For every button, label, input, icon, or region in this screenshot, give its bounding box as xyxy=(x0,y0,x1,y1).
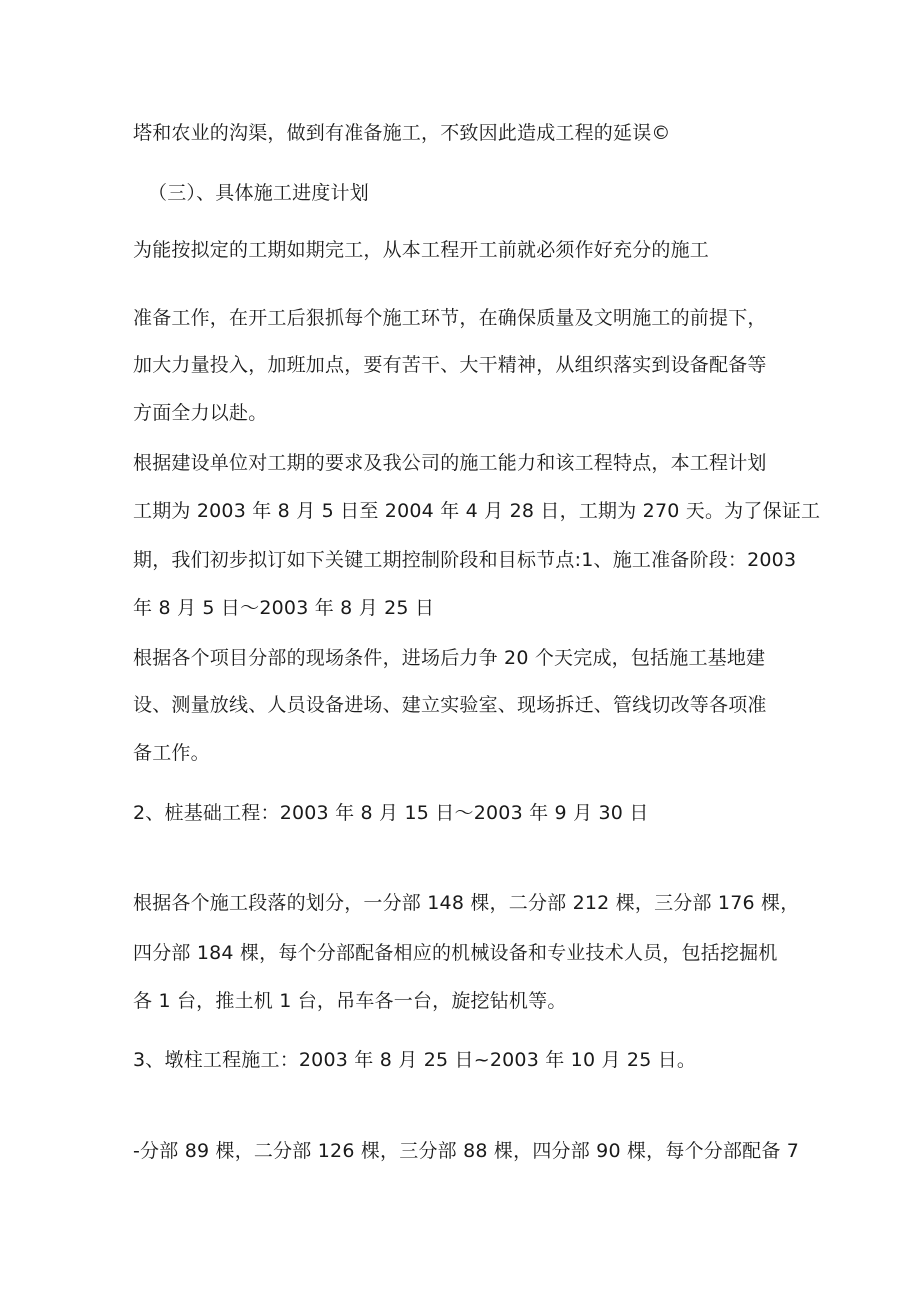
paragraph-line: 方面全力以赴。 xyxy=(133,402,268,424)
section-heading: （三）、具体施工进度计划 xyxy=(148,182,369,204)
paragraph-line: 加大力量投入，加班加点，要有苦干、大干精神，从组织落实到设备配备等 xyxy=(133,354,767,376)
paragraph-line: 工期为 2003 年 8 月 5 日至 2004 年 4 月 28 日，工期为 270 天。为了保证工 xyxy=(133,500,821,522)
paragraph-line: 备工作。 xyxy=(133,742,210,764)
text-line-continuation: 塔和农业的沟渠，做到有准备施工，不致因此造成工程的延误© xyxy=(133,122,671,144)
paragraph-line: 3、墩柱工程施工：2003 年 8 月 25 日~2003 年 10 月 25 日。 xyxy=(133,1049,697,1071)
paragraph-line: 2、桩基础工程：2003 年 8 月 15 日〜2003 年 9 月 30 日 xyxy=(133,802,649,824)
paragraph-line: 四分部 184 棵，每个分部配备相应的机械设备和专业技术人员，包括挖掘机 xyxy=(133,942,778,964)
paragraph-line: 设、测量放线、人员设备进场、建立实验室、现场拆迁、管线切改等各项准 xyxy=(133,694,767,716)
paragraph-line: 各 1 台，推土机 1 台，吊车各一台，旋挖钻机等。 xyxy=(133,990,567,1012)
paragraph-line: 年 8 月 5 日〜2003 年 8 月 25 日 xyxy=(133,597,435,619)
paragraph-line: 根据各个项目分部的现场条件，进场后力争 20 个天完成，包括施工基地建 xyxy=(133,647,766,669)
paragraph-line: 期，我们初步拟订如下关键工期控制阶段和目标节点:1、施工准备阶段：2003 xyxy=(133,549,797,571)
paragraph-line: 根据建设单位对工期的要求及我公司的施工能力和该工程特点，本工程计划 xyxy=(133,452,767,474)
paragraph-line: 为能按拟定的工期如期完工，从本工程开工前就必须作好充分的施工 xyxy=(133,239,710,261)
paragraph-line: -分部 89 棵，二分部 126 棵，三分部 88 棵，四分部 90 棵，每个分部配备 7 xyxy=(133,1140,800,1162)
paragraph-line: 根据各个施工段落的划分，一分部 148 棵，二分部 212 棵，三分部 176 棵， xyxy=(133,892,800,914)
paragraph-line: 准备工作，在开工后狠抓每个施工环节，在确保质量及文明施工的前提下， xyxy=(133,307,767,329)
